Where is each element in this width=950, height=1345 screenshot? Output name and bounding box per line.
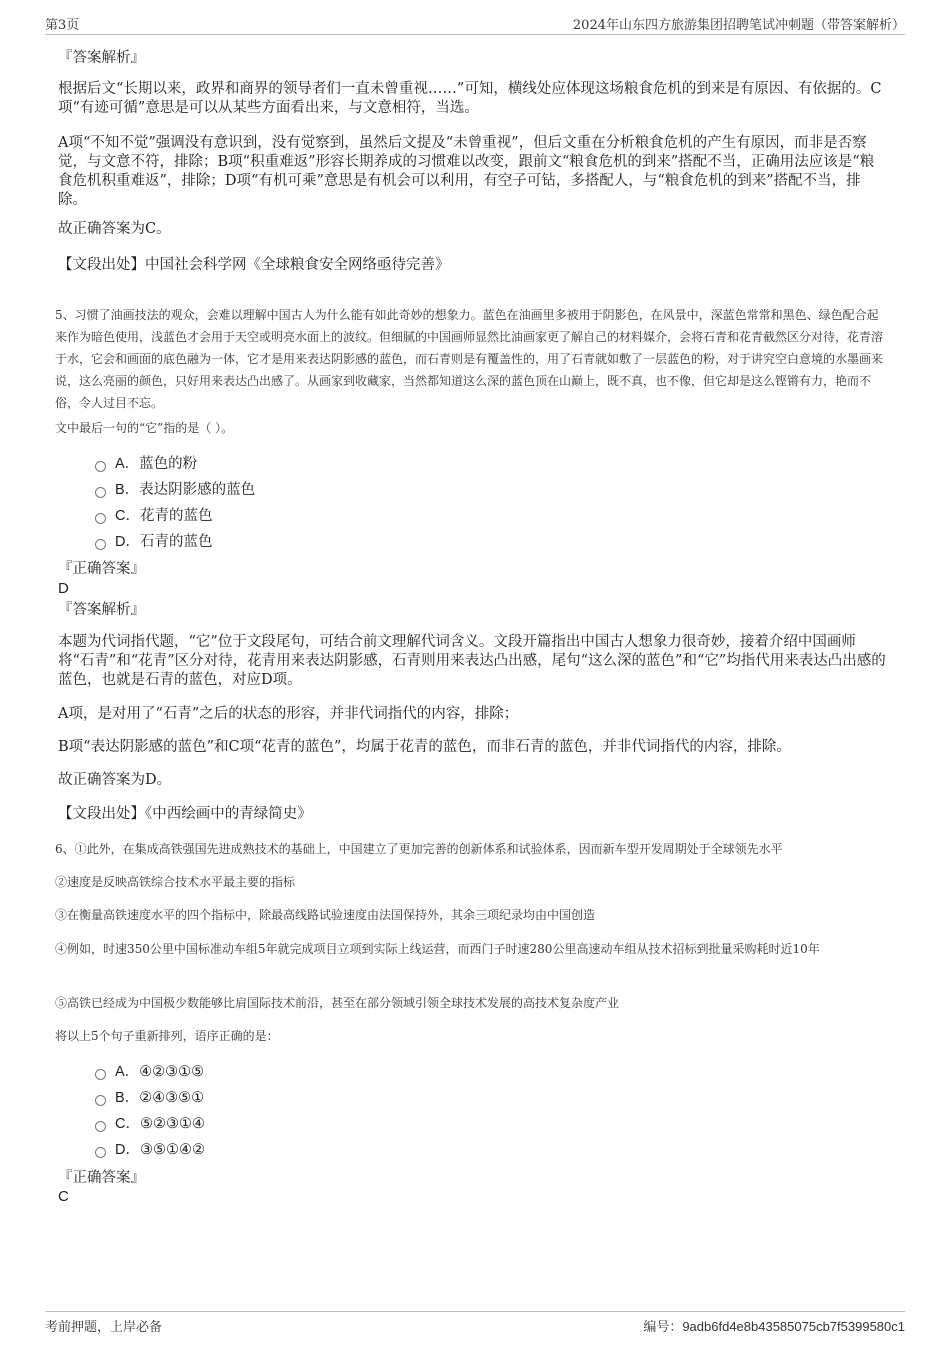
option-c[interactable]: C．花青的蓝色 <box>95 505 212 527</box>
option-c[interactable]: C．⑤②③①④ <box>95 1113 205 1135</box>
analysis-paragraph: 本题为代词指代题，“它”位于文段尾句，可结合前文理解代词含义。文段开篇指出中国古人想象力很奇妙，接着介绍中国画师将“石青”和“花青”区分对待，花青用来表达阴影感，石青则用来表达凸出感，尾句“这么深的蓝色”和“它”均指代用来表达凸出感的蓝色，也就是石青的蓝色，对应D项。 <box>58 634 886 688</box>
option-b[interactable]: B．②④③⑤① <box>95 1087 204 1109</box>
source-citation: 【文段出处】中国社会科学网《全球粮食安全网络亟待完善》 <box>58 257 450 273</box>
sentence-1: 6、①此外，在集成高铁强国先进成熟技术的基础上，中国建立了更加完善的创新体系和试验体系，因而新车型开发周期处于全球领先水平 <box>55 842 783 856</box>
correct-answer-label: 『正确答案』 <box>58 561 145 577</box>
analysis-label: 『答案解析』 <box>58 602 145 618</box>
question-passage: 5、习惯了油画技法的观众，会难以理解中国古人为什么能有如此奇妙的想象力。蓝色在油画里多被用于阴影色，在风景中，深蓝色常常和黑色、绿色配合起来作为暗色使用，浅蓝色才会用于天空或明亮水面上的波纹。但细腻的中国画师显然比油画家更了解自己的材料媒介，会将石青和花青截然区分对待，花青溶于水，它会和画面的底色融为一体，它才是用来表达阴影感的蓝色，而石青则是有覆盖性的，用了石青就如敷了一层蓝色的粉，对于讲究空白意境的水墨画来说，这么亮丽的颜色，只好用来表达凸出感了。从画家到收藏家，当然都知道这么深的蓝色顶在山巅上，既不真，也不像，但它却是这么铿锵有力，艳而不俗，令人过目不忘。 <box>55 308 884 410</box>
source-citation: 【文段出处】《中西绘画中的青绿简史》 <box>58 806 312 822</box>
page-number: 第3页 <box>45 18 80 33</box>
radio-button[interactable] <box>95 487 106 498</box>
radio-button[interactable] <box>95 513 106 524</box>
correct-answer-value: C <box>58 1188 69 1205</box>
radio-button[interactable] <box>95 1095 106 1106</box>
correct-answer-label: 『正确答案』 <box>58 1170 145 1186</box>
document-title: 2024年山东四方旅游集团招聘笔试冲刺题（带答案解析） <box>572 18 905 33</box>
document-id: 编号：9adb6fd4e8b43585075cb7f5399580c1 <box>643 1319 905 1335</box>
sentence-2: ②速度是反映高铁综合技术水平最主要的指标 <box>55 875 296 889</box>
option-a[interactable]: A．蓝色的粉 <box>95 453 197 475</box>
correct-answer-value: D <box>58 580 69 597</box>
analysis-paragraph: B项“表达阴影感的蓝色”和C项“花青的蓝色”，均属于花青的蓝色，而非石青的蓝色，并非代词指代的内容，排除。 <box>58 739 791 755</box>
conclusion-text: 故正确答案为D。 <box>58 772 172 788</box>
page-header <box>45 12 905 35</box>
sentence-4: ④例如，时速350公里中国标准动车组5年就完成项目立项到实际上线运营，而西门子时速280公里高速动车组从技术招标到批量采购耗时近10年 <box>55 942 820 956</box>
analysis-label: 『答案解析』 <box>58 50 145 66</box>
analysis-paragraph: A项，是对用了“石青”之后的状态的形容，并非代词指代的内容，排除； <box>58 706 519 722</box>
analysis-paragraph: A项“不知不觉”强调没有意识到，没有觉察到，虽然后文提及“未曾重视”，但后文重在分析粮食危机的产生有原因，而非是否察觉，与文意不符，排除；B项“积重难返”形容长期养成的习惯难以改变，跟前文“粮食危机的到来”搭配不当，正确用法应该是“粮食危机积重难返”，排除；D项“有机可乘”意思是有机会可以利用，有空子可钻，多搭配人，与“粮食危机的到来”搭配不当，排除。 <box>58 135 875 208</box>
sentence-5: ⑤高铁已经成为中国极少数能够比肩国际技术前沿，甚至在部分领域引领全球技术发展的高技术复杂度产业 <box>55 996 620 1010</box>
radio-button[interactable] <box>95 1069 106 1080</box>
radio-button[interactable] <box>95 1147 106 1158</box>
option-d[interactable]: D．③⑤①④② <box>95 1139 205 1161</box>
option-d[interactable]: D．石青的蓝色 <box>95 531 212 553</box>
page-footer <box>45 1311 905 1338</box>
question-stem: 将以上5个句子重新排列，语序正确的是： <box>55 1029 279 1043</box>
conclusion-text: 故正确答案为C。 <box>58 221 171 237</box>
footer-slogan: 考前押题，上岸必备 <box>45 1320 163 1335</box>
radio-button[interactable] <box>95 539 106 550</box>
radio-button[interactable] <box>95 461 106 472</box>
radio-button[interactable] <box>95 1121 106 1132</box>
analysis-paragraph: 根据后文“长期以来，政界和商界的领导者们一直未曾重视……”可知，横线处应体现这场粮食危机的到来是有原因、有依据的。C项“有迹可循”意思是可以从某些方面看出来，与文意相符，当选。 <box>58 81 882 116</box>
option-a[interactable]: A．④②③①⑤ <box>95 1061 204 1083</box>
question-stem: 文中最后一句的“它”指的是（ ）。 <box>55 421 234 435</box>
option-b[interactable]: B．表达阴影感的蓝色 <box>95 479 255 501</box>
sentence-3: ③在衡量高铁速度水平的四个指标中，除最高线路试验速度由法国保持外，其余三项纪录均由中国创造 <box>55 908 596 922</box>
